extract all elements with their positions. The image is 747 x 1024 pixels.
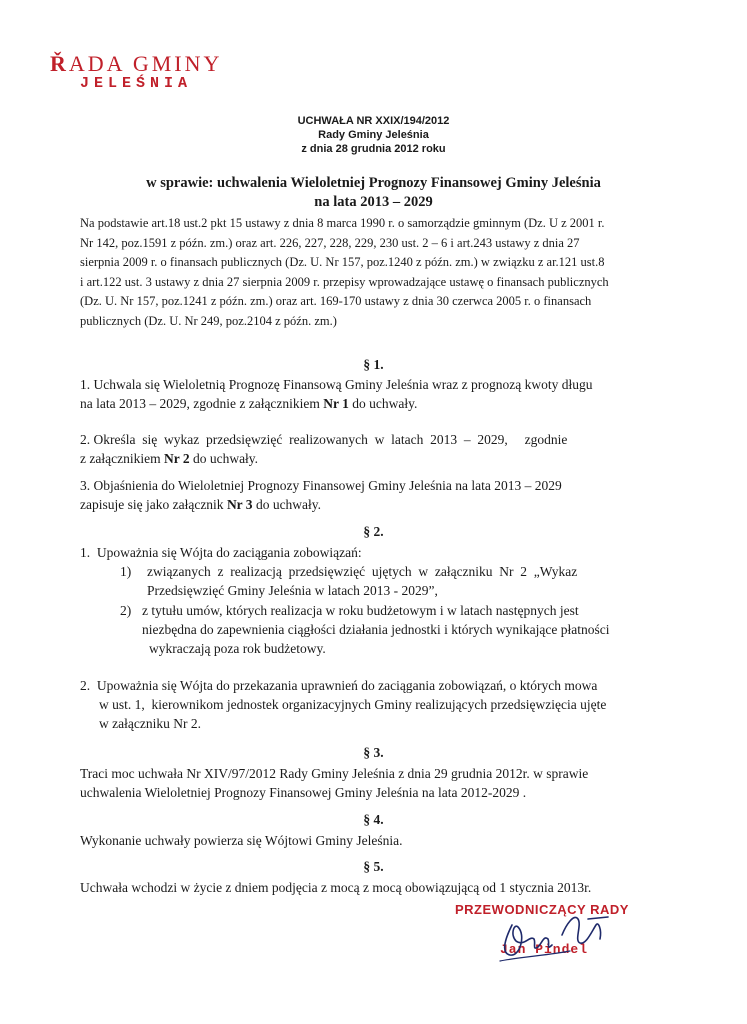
council-stamp-town: JELEŚNIA: [80, 75, 193, 92]
section-2-item-2: 2. Upoważnia się Wójta do przekazania uprawnień do zaciągania zobowiązań, o których mowa w ust. 1, kierownikom jednostek organizacyjnych Gminy realizujących przedsięwzięcia ujęte w załączniku Nr 2.: [80, 678, 607, 731]
section-1-item-1: 1. Uchwala się Wieloletnią Prognozę Finansową Gminy Jeleśnia wraz z prognozą kwoty długu na lata 2013 – 2029, zgodnie z załącznikiem Nr 1 do uchwały.: [80, 377, 593, 411]
section-2-sub-1-number: 1): [120, 564, 132, 579]
section-5-text: Uchwała wchodzi w życie z dniem podjęcia z mocą z mocą obowiązującą od 1 stycznia 2013r.: [80, 880, 592, 895]
handwritten-signature: [470, 895, 620, 970]
resolution-title-years: na lata 2013 – 2029: [314, 194, 433, 210]
resolution-council: Rady Gminy Jeleśnia: [318, 129, 429, 141]
section-3-heading: § 3.: [363, 745, 384, 760]
section-1-heading: § 1.: [363, 357, 384, 372]
resolution-number: UCHWAŁA NR XXIX/194/2012: [297, 115, 450, 127]
chairman-stamp-name: Jan Pindel: [500, 942, 589, 957]
section-2-sub-1: związanych z realizacją przedsięwzięć ujętych w załączniku Nr 2 „Wykaz Przedsięwzięć Gminy Jeleśnia w latach 2013 - 2029”,: [147, 564, 578, 598]
section-2-sub-2: z tytułu umów, których realizacja w roku budżetowym i w latach następnych jest niezbędna do zapewnienia ciągłości działania jednostki i których wynikające płatności wykraczają poza rok budżetowy.: [142, 603, 610, 656]
section-5-heading: § 5.: [363, 859, 384, 874]
section-1-item-2: 2. Określa się wykaz przedsięwzięć realizowanych w latach 2013 – 2029, zgodnie z załącznikiem Nr 2 do uchwały.: [80, 432, 568, 466]
section-3-text: Traci moc uchwała Nr XIV/97/2012 Rady Gminy Jeleśnia z dnia 29 grudnia 2012r. w sprawie uchwalenia Wieloletniej Prognozy Finansowej Gminy Jeleśnia na lata 2012-2029 .: [80, 766, 589, 800]
section-2-heading: § 2.: [363, 524, 384, 539]
section-4-text: Wykonanie uchwały powierza się Wójtowi Gminy Jeleśnia.: [80, 833, 403, 848]
section-2-item-1: 1. Upoważnia się Wójta do zaciągania zobowiązań:: [80, 545, 362, 560]
council-stamp-name: ŘADA GMINY: [50, 51, 223, 76]
section-1-item-3: 3. Objaśnienia do Wieloletniej Prognozy Finansowej Gminy Jeleśnia na lata 2013 – 2029 zapisuje się jako załącznik Nr 3 do uchwały.: [80, 478, 562, 512]
section-2-sub-2-number: 2): [120, 603, 132, 618]
section-4-heading: § 4.: [363, 812, 384, 827]
chairman-stamp-title: PRZEWODNICZĄCY RADY: [455, 902, 629, 917]
resolution-date: z dnia 28 grudnia 2012 roku: [301, 143, 446, 155]
preamble: Na podstawie art.18 ust.2 pkt 15 ustawy z dnia 8 marca 1990 r. o samorządzie gminnym (Dz. U z 2001 r. Nr 142, poz.1591 z późn. zm.) oraz art. 226, 227, 228, 229, 230 ust. 2 – 6 i art.243 ustawy z dnia 27 sierpnia 2009 r. o finansach publicznych (Dz. U. Nr 157, poz.1240 z późn. zm.) w związku z ar.121 ust.8 i art.122 ust. 3 ustawy z dnia 27 sierpnia 2009 r. przepisy wprowadzające ustawę o finansach publicznych (Dz. U. Nr 157, poz.1241 z późn. zm.) oraz art. 169-170 ustawy z dnia 30 czerwca 2005 r. o finansach publicznych (Dz. U. Nr 249, poz.2104 z późn. zm.): [80, 216, 609, 328]
resolution-title: w sprawie: uchwalenia Wieloletniej Prognozy Finansowej Gminy Jeleśnia: [146, 175, 601, 191]
